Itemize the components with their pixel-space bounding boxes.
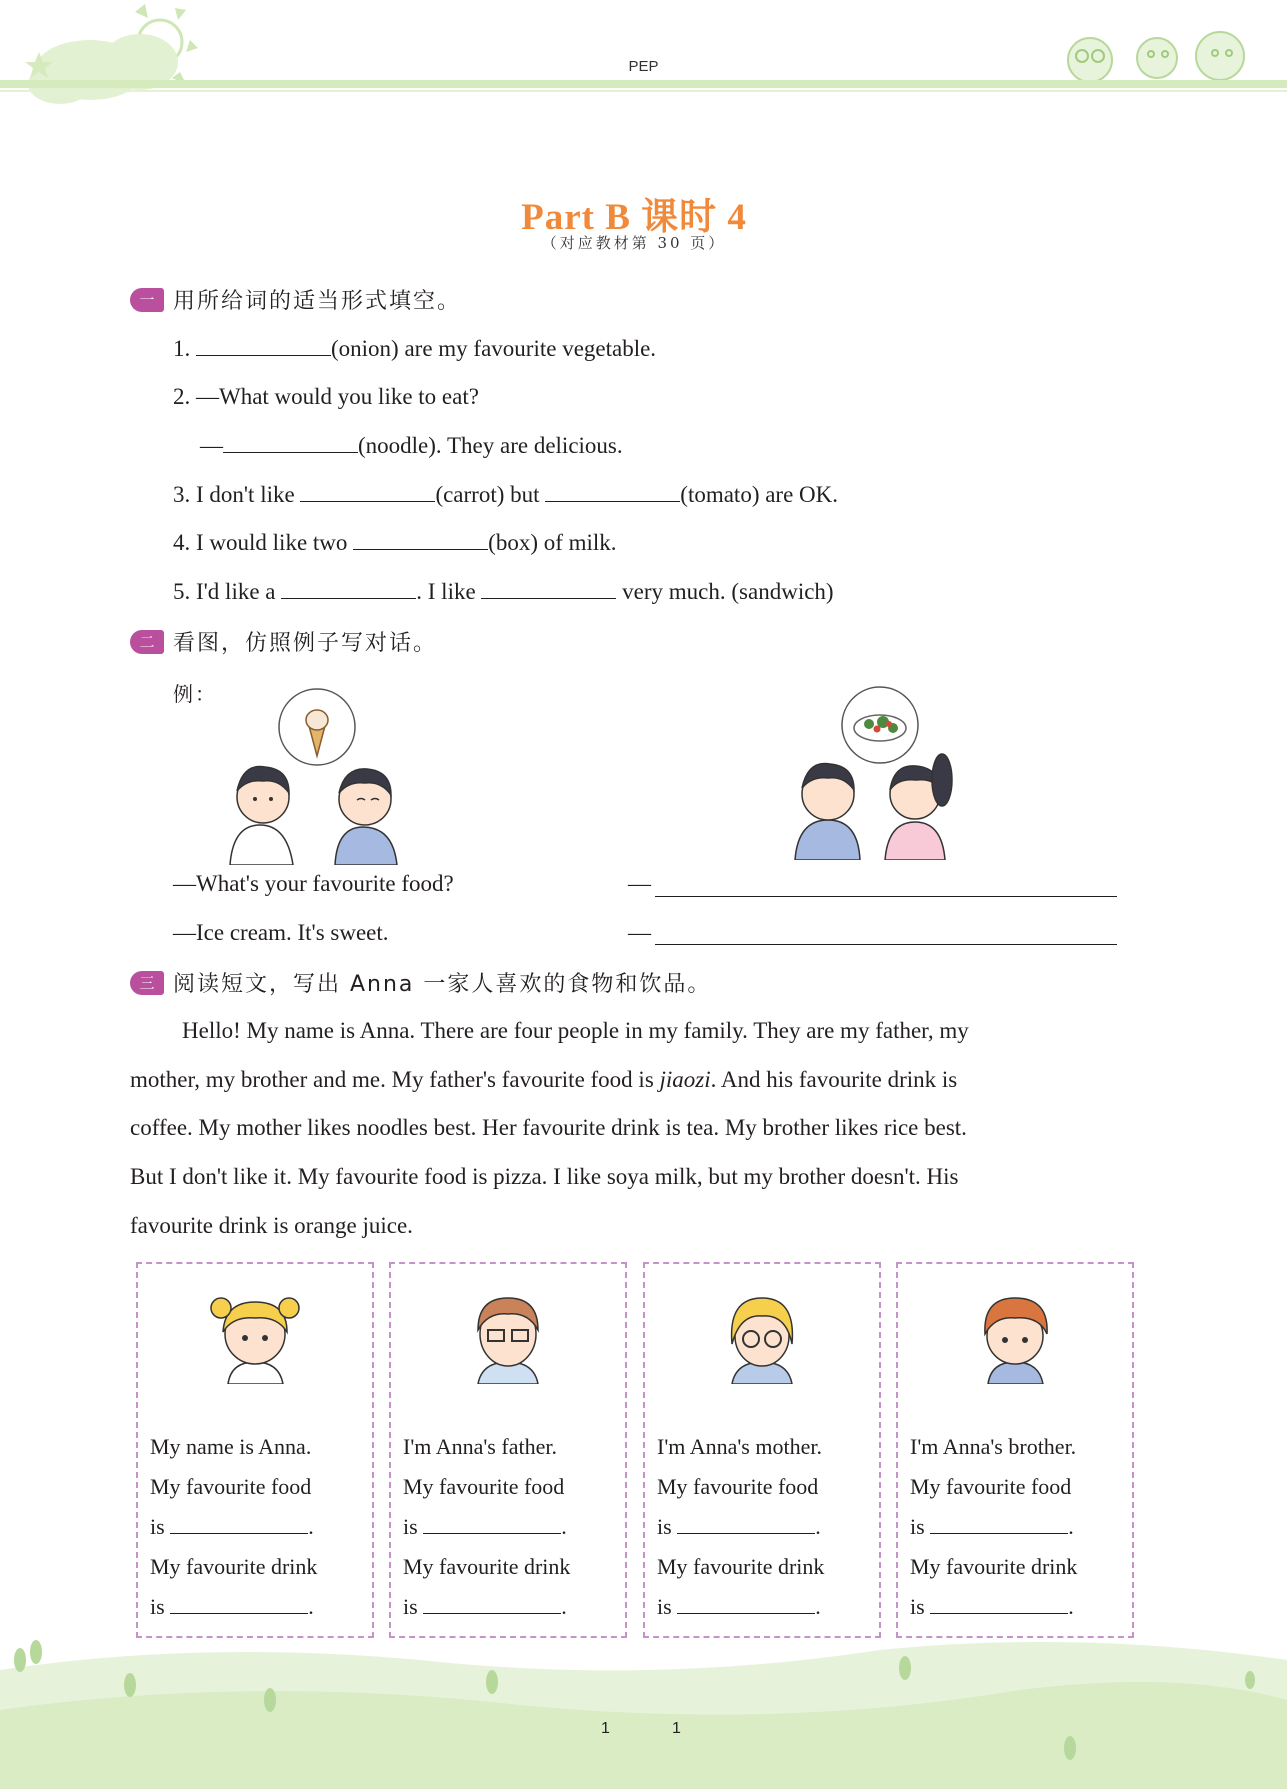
drink-blank[interactable]	[170, 1597, 308, 1614]
exercise-2-question: 2. —What would you like to eat?	[173, 384, 479, 409]
exercise-1: 1. (onion) are my favourite vegetable.	[173, 336, 657, 361]
drink-label: My favourite drink	[910, 1554, 1078, 1579]
reading-line-1: Hello! My name is Anna. There are four people in my family. They are my father, my	[182, 1018, 969, 1043]
page-number-right: 1	[672, 1720, 681, 1737]
dialogue-answer-line-1[interactable]	[655, 896, 1117, 897]
food-label: My favourite food	[403, 1474, 565, 1499]
section-3-heading: 阅读短文，写出 Anna 一家人喜欢的食物和饮品。	[173, 972, 712, 997]
card-mother	[643, 1262, 881, 1638]
section-1-heading: 用所给词的适当形式填空。	[173, 289, 462, 314]
section-1-badge: 一	[130, 288, 164, 312]
reading-line-4: But I don't like it. My favourite food is pizza. I like soya milk, but my brother doesn't. His	[130, 1164, 959, 1189]
food-blank[interactable]	[170, 1517, 308, 1534]
dialogue-dash-1: —	[628, 871, 651, 896]
card-father	[389, 1262, 627, 1638]
food-blank[interactable]	[423, 1517, 561, 1534]
dialogue-answer-line-2[interactable]	[655, 944, 1117, 945]
answer-blank[interactable]	[545, 483, 680, 502]
card-brother	[896, 1262, 1134, 1638]
brother-portrait	[963, 1284, 1068, 1384]
food-answer: is .	[657, 1514, 821, 1539]
card-intro: I'm Anna's brother.	[910, 1434, 1077, 1459]
dialogue-dash-2: —	[628, 920, 651, 945]
answer-blank[interactable]	[353, 531, 488, 550]
section-2-badge: 二	[130, 630, 164, 654]
food-blank[interactable]	[677, 1517, 815, 1534]
header-animals-decoration	[1055, 18, 1265, 88]
answer-blank[interactable]	[300, 483, 435, 502]
reading-line-3: coffee. My mother likes noodles best. Her favourite drink is tea. My brother likes rice best.	[130, 1115, 967, 1140]
header-band	[0, 80, 1287, 88]
boy-girl-illustration	[790, 750, 960, 860]
anna-portrait	[203, 1284, 308, 1384]
running-head: PEP	[628, 58, 659, 75]
card-intro: I'm Anna's father.	[403, 1434, 557, 1459]
food-blank[interactable]	[930, 1517, 1068, 1534]
drink-label: My favourite drink	[403, 1554, 571, 1579]
footer-hills-decoration	[0, 1630, 1287, 1789]
exercise-3: 3. I don't like (carrot) but (tomato) are OK.	[173, 482, 839, 507]
two-boys-illustration	[225, 755, 405, 865]
header-line	[0, 90, 1287, 92]
exercise-4: 4. I would like two (box) of milk.	[173, 530, 617, 555]
drink-blank[interactable]	[423, 1597, 561, 1614]
page-number-left: 1	[601, 1720, 610, 1737]
card-anna	[136, 1262, 374, 1638]
answer-blank[interactable]	[223, 434, 358, 453]
card-intro: My name is Anna.	[150, 1434, 312, 1459]
drink-answer: is .	[403, 1594, 567, 1619]
food-label: My favourite food	[150, 1474, 312, 1499]
card-intro: I'm Anna's mother.	[657, 1434, 822, 1459]
example-label: 例：	[173, 682, 217, 706]
page-subtitle: （对应教材第 30 页）	[541, 234, 727, 252]
drink-answer: is .	[657, 1594, 821, 1619]
father-portrait	[456, 1284, 561, 1384]
food-label: My favourite food	[910, 1474, 1072, 1499]
drink-answer: is .	[910, 1594, 1074, 1619]
reading-line-5: favourite drink is orange juice.	[130, 1213, 413, 1238]
drink-blank[interactable]	[930, 1597, 1068, 1614]
example-answer: —Ice cream. It's sweet.	[173, 920, 389, 945]
section-2-heading: 看图，仿照例子写对话。	[173, 631, 438, 656]
drink-blank[interactable]	[677, 1597, 815, 1614]
reading-line-2: mother, my brother and me. My father's favourite food is jiaozi. And his favourite drink is	[130, 1067, 958, 1092]
example-question: —What's your favourite food?	[173, 871, 454, 896]
drink-answer: is .	[150, 1594, 314, 1619]
exercise-2-answer: — (noodle). They are delicious.	[200, 433, 623, 458]
drink-label: My favourite drink	[150, 1554, 318, 1579]
answer-blank[interactable]	[196, 337, 331, 356]
drink-label: My favourite drink	[657, 1554, 825, 1579]
mother-portrait	[710, 1284, 815, 1384]
food-answer: is .	[910, 1514, 1074, 1539]
answer-blank[interactable]	[481, 580, 616, 599]
section-3-badge: 三	[130, 971, 164, 995]
food-answer: is .	[150, 1514, 314, 1539]
food-label: My favourite food	[657, 1474, 819, 1499]
answer-blank[interactable]	[281, 580, 416, 599]
exercise-5: 5. I'd like a . I like very much. (sandwich)	[173, 579, 834, 604]
page-title: Part B 课时 4	[521, 197, 747, 238]
food-answer: is .	[403, 1514, 567, 1539]
